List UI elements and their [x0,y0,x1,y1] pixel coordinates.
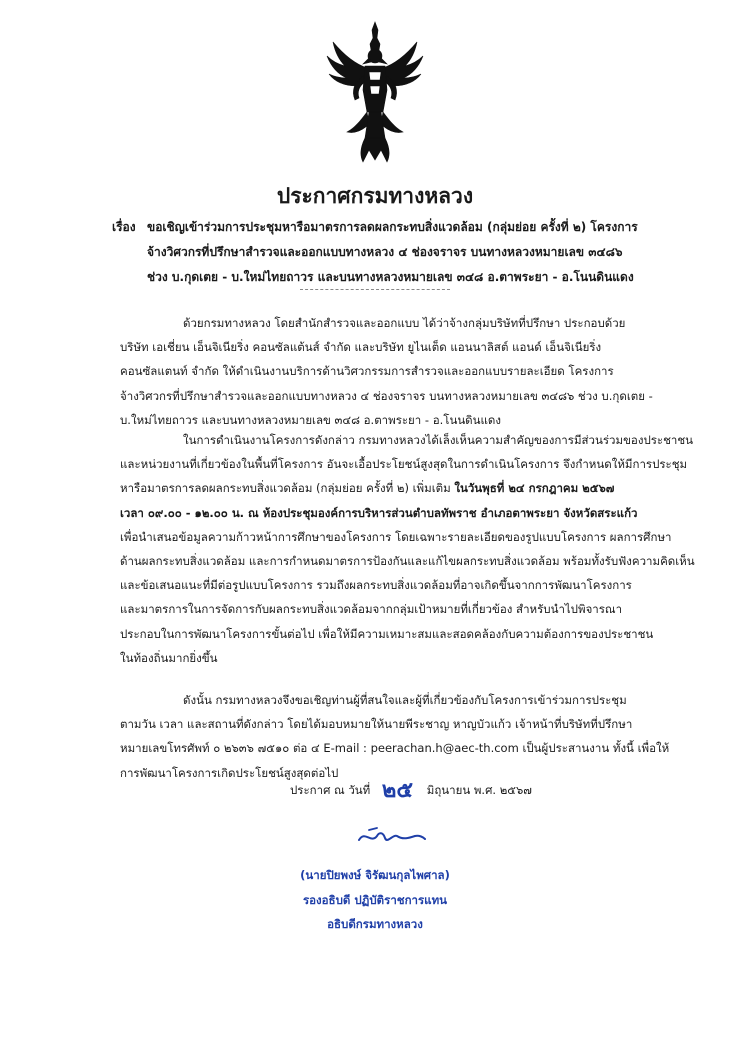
paragraph-line: ด้วยกรมทางหลวง โดยสำนักสำรวจและออกแบบ ได้ว่าจ้างกลุ่มบริษัทที่ปรึกษา ประกอบด้วย [183,316,626,330]
date-prefix: ประกาศ ณ วันที่ [290,783,371,797]
paragraph-line: ดังนั้น กรมทางหลวงจึงขอเชิญท่านผู้ที่สนใจและผู้ที่เกี่ยวข้องกับโครงการเข้าร่วมการประชุม [183,693,627,707]
paragraph-text: หารือมาตรการลดผลกระทบสิ่งแวดล้อม (กลุ่มย่อย ครั้งที่ ๒) เพิ่มเติม [120,481,455,496]
paragraph-line: และมาตรการในการจัดการกับผลกระทบสิ่งแวดล้อมจากกลุ่มเป้าหมายที่เกี่ยวข้อง สำหรับนำไปพิจารณา [120,602,623,617]
paragraph-line: ตามวัน เวลา และสถานที่ดังกล่าว โดยได้มอบหมายให้นายพีระชาญ หาญบัวแก้ว เจ้าหน้าที่บริษัทที่ปรึกษา [120,717,633,732]
paragraph-line [120,476,640,500]
paragraph-line: จ้างวิศวกรที่ปรึกษาสำรวจและออกแบบทางหลวง ๔ ช่องจราจร บนทางหลวงหมายเลข ๓๔๘๖ ช่วง บ.กุดเตย - [120,388,653,403]
signatory-position: รองอธิบดี ปฏิบัติราชการแทน [302,893,448,907]
paragraph-line: คอนซัลแตนท์ จำกัด ให้ดำเนินงานบริการด้านวิศวกรรมการสำรวจและออกแบบรายละเอียด โครงการ [120,364,614,379]
signatory-name: (นายปิยพงษ์ จิรัฒนกุลไพศาล) [300,868,450,882]
meeting-time-venue: เวลา ๐๙.๐๐ - ๑๒.๐๐ น. ณ ห้องประชุมองค์การบริหารส่วนตำบลทัพราช อำเภอตาพระยา จังหวัดสระแก้ว [120,505,638,520]
paragraph-line: เพื่อนำเสนอข้อมูลความก้าวหน้าการศึกษาของโครงการ โดยเฉพาะรายละเอียดของรูปแบบโครงการ ผลการศึกษา [120,529,672,544]
garuda-emblem-icon [325,20,425,165]
meeting-date: ในวันพุธที่ ๒๔ กรกฎาคม ๒๕๖๗ [454,481,615,496]
paragraph-1 [120,311,653,432]
subject-line: จ้างวิศวกรที่ปรึกษาสำรวจและออกแบบทางหลวง ๔ ช่องจราจร บนทางหลวงหมายเลข ๓๔๘๖ [147,245,623,259]
handwritten-signature [355,822,427,850]
subject-label: เรื่อง [112,220,136,234]
subject-line: ขอเชิญเข้าร่วมการประชุมหารือมาตรการลดผลกระทบสิ่งแวดล้อม (กลุ่มย่อย ครั้งที่ ๒) โครงการ [147,220,638,234]
paragraph-3 [120,688,670,785]
subject-lines [147,215,677,290]
paragraph-line: หมายเลขโทรศัพท์ ๐ ๒๖๓๖ ๗๕๑๐ ต่อ ๔ E-mail : peerachan.h@aec-th.com เป็นผู้ประสานงาน ทั้งนี้ เพื่อให้ [120,741,670,756]
subject-line: ช่วง บ.กุดเตย - บ.ใหม่ไทยถาวร และบนทางหลวงหมายเลข ๓๔๘ อ.ตาพระยา - อ.โนนดินแดง [147,270,634,284]
paragraph-line: บริษัท เอเชี่ยน เอ็นจิเนียริ่ง คอนซัลแต้นส์ จำกัด และบริษัท ยูไนเต็ด แอนนาลิสต์ แอนด์ เอ็นจิเนียริ่ง [120,340,602,355]
paragraph-2 [120,428,695,670]
paragraph-line: และหน่วยงานที่เกี่ยวข้องในพื้นที่โครงการ อันจะเอื้อประโยชน์สูงสุดในการดำเนินโครงการ จึงกำหนดให้มีการประชุม [120,457,688,472]
paragraph-line: และข้อเสนอแนะที่มีต่อรูปแบบโครงการ รวมถึงผลกระทบสิ่งแวดล้อมที่อาจเกิดขึ้นจากการพัฒนาโครงการ [120,578,632,593]
paragraph-line [120,501,640,525]
paragraph-line: ในท้องถิ่นมากยิ่งขึ้น [120,650,218,665]
date-day: ๒๕ [381,778,414,803]
paragraph-line: ด้านผลกระทบสิ่งแวดล้อม และการกำหนดมาตรการป้องกันและแก้ไขผลกระทบสิ่งแวดล้อม พร้อมทั้งรับฟังความคิดเห็น [120,553,695,568]
page-title: ประกาศกรมทางหลวง [276,183,474,208]
signatory-position: อธิบดีกรมทางหลวง [327,917,423,931]
paragraph-line: บ.ใหม่ไทยถาวร และบนทางหลวงหมายเลข ๓๔๘ อ.ตาพระยา - อ.โนนดินแดง [120,412,502,427]
date-month-year: มิถุนายน พ.ศ. ๒๕๖๗ [426,783,532,797]
paragraph-line: การพัฒนาโครงการเกิดประโยชน์สูงสุดต่อไป [120,765,339,780]
paragraph-line: ประกอบในการพัฒนาโครงการขั้นต่อไป เพื่อให้มีความเหมาะสมและสอดคล้องกับความต้องการของประชาชน [120,626,654,641]
announcement-date [290,772,532,807]
paragraph-line: ในการดำเนินงานโครงการดังกล่าว กรมทางหลวงได้เล็งเห็นความสำคัญของการมีส่วนร่วมของประชาชน [183,433,694,447]
divider-line [300,289,450,290]
